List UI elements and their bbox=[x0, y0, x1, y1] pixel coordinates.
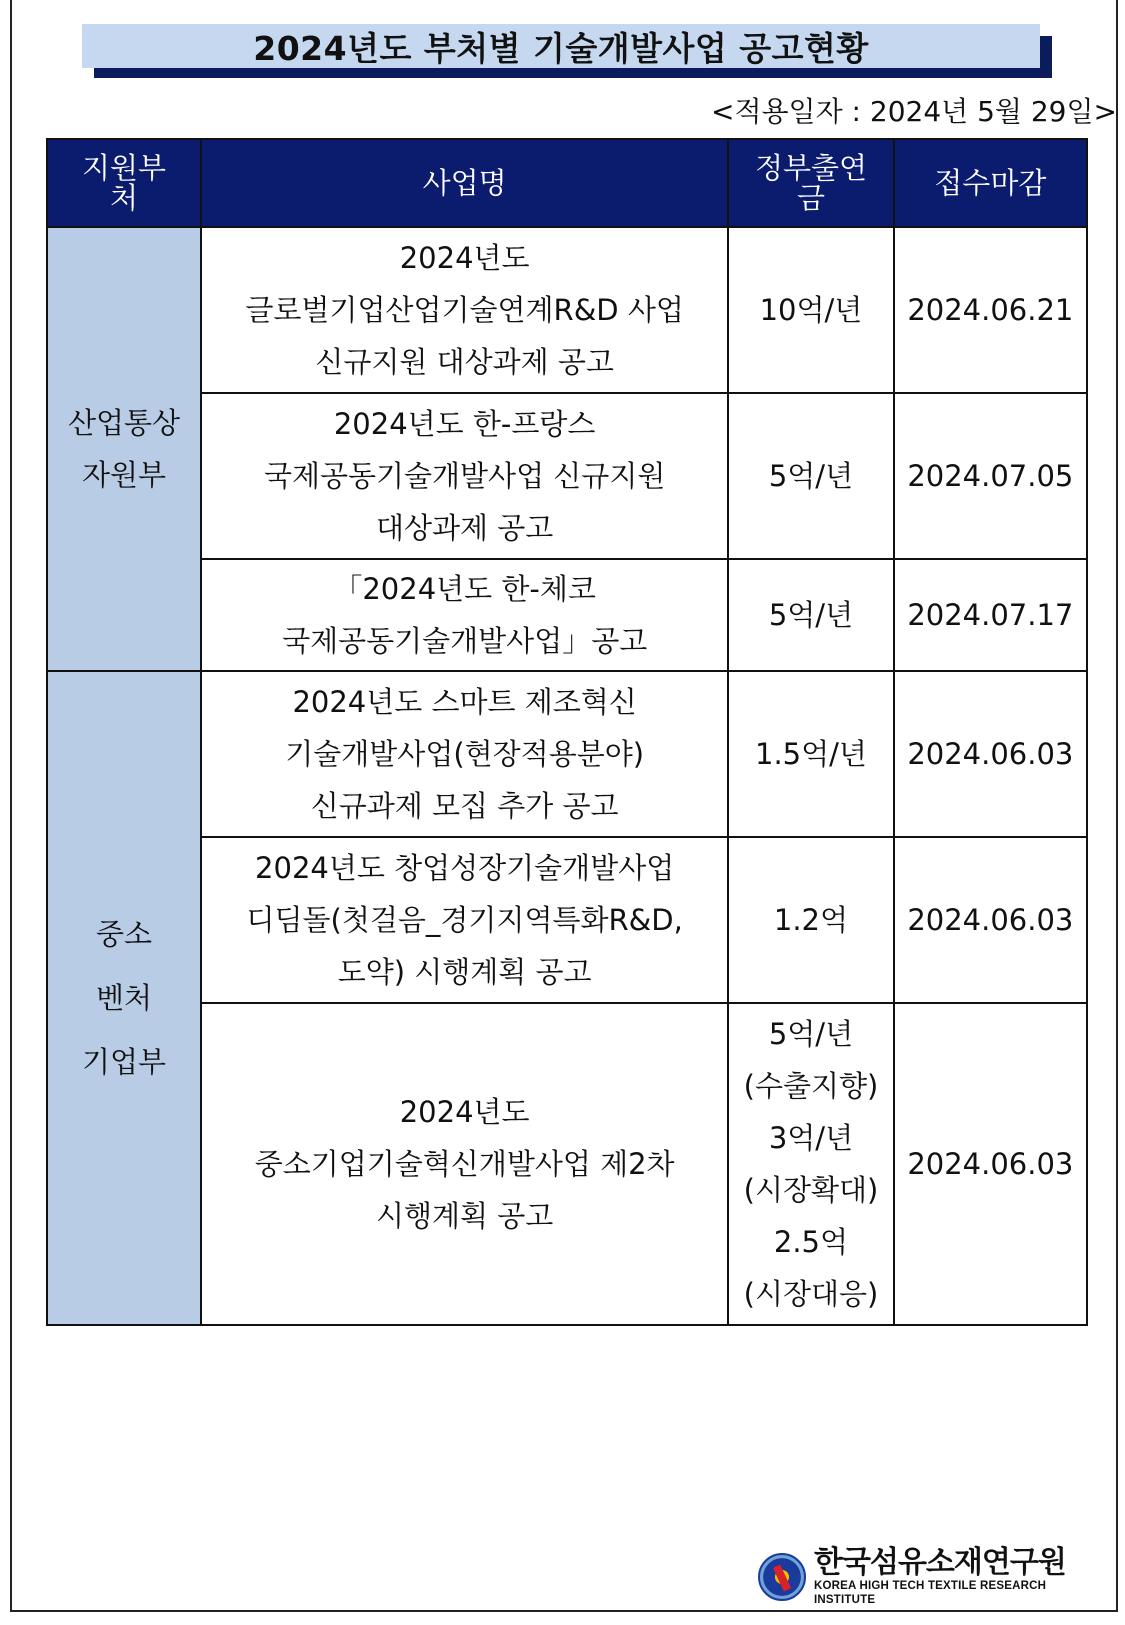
table-row bbox=[47, 227, 1087, 393]
funding-cell: 5억/년 bbox=[728, 393, 893, 559]
funding-cell: 5억/년 bbox=[728, 559, 893, 671]
deadline-cell: 2024.06.03 bbox=[894, 837, 1087, 1003]
table-row bbox=[47, 837, 1087, 1003]
deadline-cell: 2024.06.03 bbox=[894, 1003, 1087, 1325]
funding-cell: 5억/년 (수출지향) 3억/년 (시장확대) 2.5억 (시장대응) bbox=[728, 1003, 893, 1325]
deadline-cell: 2024.07.05 bbox=[894, 393, 1087, 559]
table-row bbox=[47, 393, 1087, 559]
program-name-cell: 「2024년도 한-체코 국제공동기술개발사업」공고 bbox=[201, 559, 728, 671]
effective-date: <적용일자 : 2024년 5월 29일> bbox=[711, 95, 1117, 128]
dept-cell-motie: 산업통상 자원부 bbox=[47, 227, 201, 671]
page-title: 2024년도 부처별 기술개발사업 공고현황 bbox=[253, 28, 869, 68]
deadline-cell: 2024.07.17 bbox=[894, 559, 1087, 671]
header-deadline: 접수마감 bbox=[894, 139, 1087, 227]
announcement-table bbox=[46, 138, 1088, 1326]
header-dept: 지원부 처 bbox=[47, 139, 201, 227]
logo-name-english: KOREA HIGH TECH TEXTILE RESEARCH INSTITUTE bbox=[814, 1580, 1047, 1606]
header-program-name: 사업명 bbox=[201, 139, 728, 227]
institute-emblem-icon bbox=[758, 1553, 806, 1601]
title-banner bbox=[82, 24, 1040, 68]
table-header-row bbox=[47, 139, 1087, 227]
dept-cell-mss: 중소 벤처 기업부 bbox=[47, 671, 201, 1325]
deadline-cell: 2024.06.03 bbox=[894, 671, 1087, 837]
funding-cell: 10억/년 bbox=[728, 227, 893, 393]
funding-cell: 1.5억/년 bbox=[728, 671, 893, 837]
logo-name-korean: 한국섬유소재연구원 bbox=[814, 1545, 1066, 1580]
deadline-cell: 2024.06.21 bbox=[894, 227, 1087, 393]
logo-text bbox=[814, 1547, 1098, 1607]
table-row bbox=[47, 671, 1087, 837]
header-gov-funding: 정부출연 금 bbox=[728, 139, 893, 227]
table-row bbox=[47, 1003, 1087, 1325]
institute-logo bbox=[758, 1545, 1098, 1606]
program-name-cell: 2024년도 중소기업기술혁신개발사업 제2차 시행계획 공고 bbox=[201, 1003, 728, 1325]
program-name-cell: 2024년도 한-프랑스 국제공동기술개발사업 신규지원 대상과제 공고 bbox=[201, 393, 728, 559]
program-name-cell: 2024년도 글로벌기업산업기술연계R&D 사업 신규지원 대상과제 공고 bbox=[201, 227, 728, 393]
program-name-cell: 2024년도 창업성장기술개발사업 디딤돌(첫걸음_경기지역특화R&D, 도약) 시행계획 공고 bbox=[201, 837, 728, 1003]
funding-cell: 1.2억 bbox=[728, 837, 893, 1003]
program-name-cell: 2024년도 스마트 제조혁신 기술개발사업(현장적용분야) 신규과제 모집 추가 공고 bbox=[201, 671, 728, 837]
table-row bbox=[47, 559, 1087, 671]
